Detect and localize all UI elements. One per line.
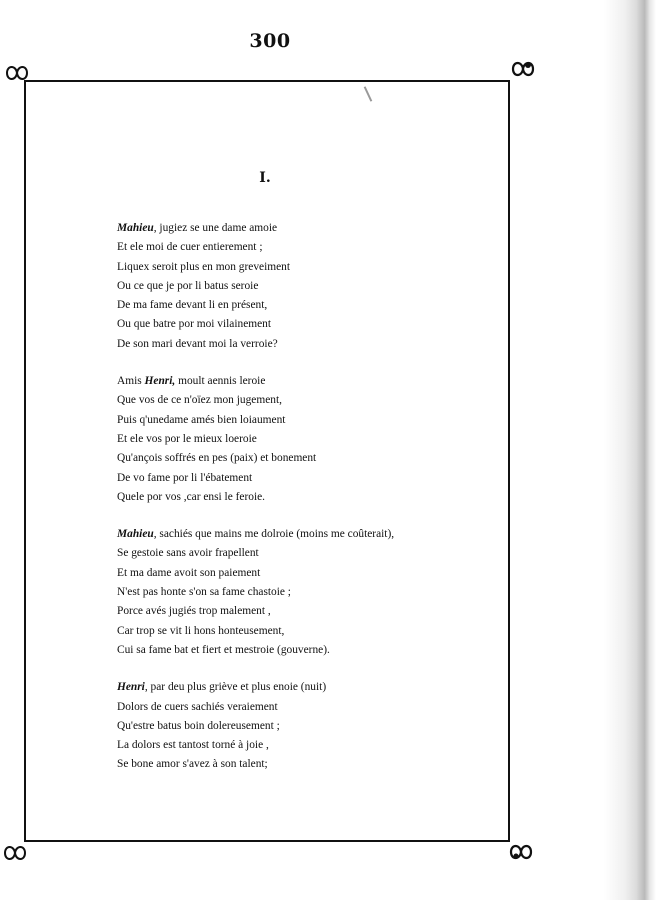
poem-line: Ou que batre por moi vilainement: [117, 318, 272, 331]
poem-text: [117, 219, 477, 793]
poem-line: Mahieu, sachiés que mains me dolroie (moins me coûterait),: [117, 528, 395, 541]
poem-line: Liquex seroit plus en mon greveiment: [117, 260, 291, 273]
poem-line: La dolors est tantost torné à joie ,: [117, 739, 269, 752]
poem-line: Dolors de cuers sachiés veraiement: [117, 700, 278, 713]
poem-line: De son mari devant moi la verroie?: [117, 337, 278, 350]
corner-ornament-top-right: [510, 58, 536, 80]
poem-line: Puis q'unedame amés bien loiaument: [117, 413, 286, 426]
speaker-name: Henri,: [144, 375, 176, 388]
poem-line: Amis Henri, moult aennis leroie: [117, 375, 266, 388]
page-edge-shadow: [604, 0, 656, 900]
poem-line: Qu'ançois soffrés en pes (paix) et bonement: [117, 452, 317, 465]
speaker-name: Mahieu: [117, 222, 154, 234]
poem-line: Que vos de ce n'oïez mon jugement,: [117, 394, 282, 407]
corner-ornament-bottom-left: [2, 842, 28, 864]
corner-ornament-bottom-right: [508, 841, 534, 863]
stanza-2: [117, 372, 477, 507]
poem-line: Se bone amor s'avez à son talent;: [117, 758, 268, 771]
poem-line: De vo fame por li l'ébatement: [117, 471, 253, 484]
stanza-1: [117, 219, 477, 354]
speaker-name: Henri: [117, 681, 145, 694]
poem-line: Qu'estre batus boin dolereusement ;: [117, 719, 280, 732]
poem-line: Et ele vos por le mieux loeroie: [117, 432, 257, 445]
poem-line: Quele por vos ,car ensi le feroie.: [117, 490, 266, 503]
speaker-name: Mahieu: [117, 528, 154, 541]
poem-line: N'est pas honte s'on sa fame chastoie ;: [117, 586, 291, 599]
corner-ornament-top-left: [4, 62, 30, 84]
poem-line: Ou ce que je por li batus seroie: [117, 279, 259, 292]
poem-line: Se gestoie sans avoir frapellent: [117, 547, 259, 560]
poem-line: Et ma dame avoit son paiement: [117, 566, 261, 579]
page-number: 300: [249, 30, 291, 52]
poem-line: Porce avés jugiés trop malement ,: [117, 605, 271, 618]
poem-line: Cui sa fame bat et fiert et mestroie (gouverne).: [117, 643, 330, 656]
stanza-4: [117, 678, 477, 774]
section-heading: I.: [259, 170, 271, 186]
poem-line: De ma fame devant li en présent,: [117, 299, 268, 312]
poem-line: Car trop se vit li hons honteusement,: [117, 624, 285, 637]
stanza-3: [117, 525, 477, 660]
poem-line: Henri, par deu plus griève et plus enoie (nuit): [117, 681, 327, 694]
poem-line: Et ele moi de cuer entierement ;: [117, 241, 263, 254]
poem-line: Mahieu, jugiez se une dame amoie: [117, 222, 278, 234]
